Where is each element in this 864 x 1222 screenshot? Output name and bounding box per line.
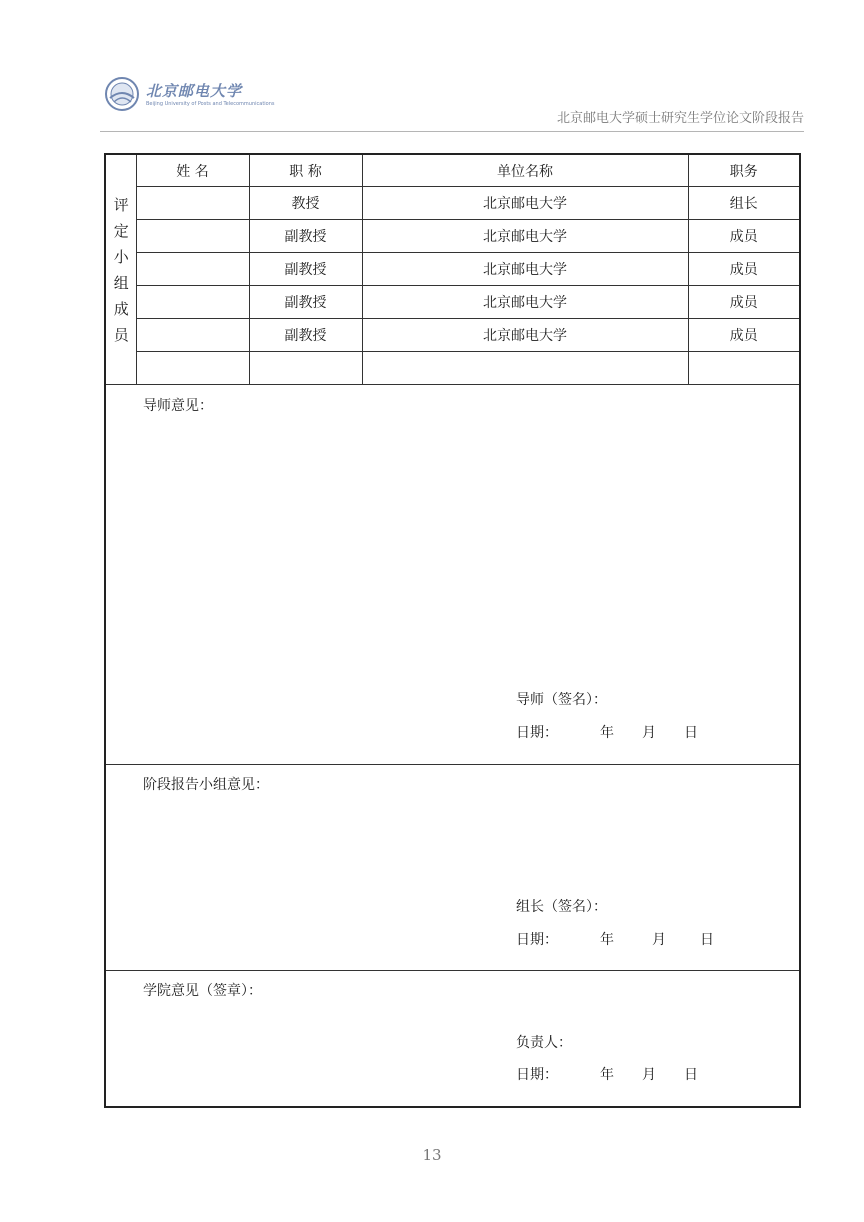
member-name-cell[interactable]: [136, 352, 249, 385]
document-title: 北京邮电大学硕士研究生学位论文阶段报告: [556, 111, 804, 126]
table-row: [105, 286, 800, 319]
member-title-cell: 副教授: [249, 319, 362, 352]
panel-header-row: [105, 154, 800, 187]
group-opinion-section[interactable]: [105, 765, 800, 971]
member-title-cell: 副教授: [249, 253, 362, 286]
member-role-cell: 组长: [688, 187, 800, 220]
date-day-label: 日: [684, 1067, 698, 1083]
college-opinion-section[interactable]: [105, 971, 800, 1108]
member-unit-cell: 北京邮电大学: [362, 253, 688, 286]
report-form: [104, 153, 801, 1108]
table-row: [105, 220, 800, 253]
date-day-label: 日: [700, 932, 714, 948]
page-number: 13: [422, 1146, 442, 1164]
table-row: [105, 187, 800, 220]
advisor-signature-label: 导师（签名）：: [516, 692, 607, 708]
member-role-cell: 成员: [688, 286, 800, 319]
advisor-opinion-row: [105, 385, 800, 765]
panel-side-label: 评 定 小 组 成 员: [105, 154, 136, 385]
advisor-opinion-label: 导师意见：: [143, 398, 213, 414]
member-title-cell: 副教授: [249, 286, 362, 319]
table-row: [105, 253, 800, 286]
member-unit-cell: 北京邮电大学: [362, 187, 688, 220]
member-unit-cell: 北京邮电大学: [362, 286, 688, 319]
member-role-cell: 成员: [688, 220, 800, 253]
college-opinion-label: 学院意见（签章）：: [143, 983, 262, 999]
col-header-role: 职务: [688, 154, 800, 187]
group-leader-signature-label: 组长（签名）：: [516, 899, 607, 915]
advisor-opinion-section[interactable]: [105, 385, 800, 765]
date-label: 日期：: [516, 1067, 558, 1083]
col-header-name: 姓 名: [136, 154, 249, 187]
member-title-cell: 教授: [249, 187, 362, 220]
date-year-label: 年: [600, 932, 614, 948]
college-date-row: [516, 1064, 698, 1084]
member-role-cell: 成员: [688, 253, 800, 286]
college-opinion-row: [105, 971, 800, 1108]
date-year-label: 年: [600, 725, 614, 741]
date-day-label: 日: [684, 725, 698, 741]
member-name-cell[interactable]: [136, 220, 249, 253]
group-opinion-label: 阶段报告小组意见：: [143, 777, 269, 793]
group-opinion-row: [105, 765, 800, 971]
member-title-cell: 副教授: [249, 220, 362, 253]
member-role-cell: 成员: [688, 319, 800, 352]
member-unit-cell[interactable]: [362, 352, 688, 385]
member-title-cell[interactable]: [249, 352, 362, 385]
member-name-cell[interactable]: [136, 253, 249, 286]
date-label: 日期：: [516, 932, 558, 948]
member-name-cell[interactable]: [136, 187, 249, 220]
member-unit-cell: 北京邮电大学: [362, 220, 688, 253]
date-month-label: 月: [642, 1067, 656, 1083]
date-label: 日期：: [516, 725, 558, 741]
member-name-cell[interactable]: [136, 286, 249, 319]
college-responsible-label: 负责人：: [516, 1035, 572, 1051]
table-row: [105, 319, 800, 352]
member-unit-cell: 北京邮电大学: [362, 319, 688, 352]
table-row: [105, 352, 800, 385]
advisor-date-row: [516, 722, 698, 742]
university-emblem-icon: [104, 76, 140, 112]
date-month-label: 月: [642, 725, 656, 741]
university-logo: [104, 74, 275, 116]
logo-chinese-name: 北京邮电大学: [146, 82, 243, 100]
member-role-cell[interactable]: [688, 352, 800, 385]
header-divider: [100, 131, 804, 132]
logo-english-name: Beijing University of Posts and Telecommunications: [146, 101, 275, 107]
col-header-unit: 单位名称: [362, 154, 688, 187]
col-header-title: 职 称: [249, 154, 362, 187]
date-year-label: 年: [600, 1067, 614, 1083]
group-date-row: [516, 929, 714, 949]
member-name-cell[interactable]: [136, 319, 249, 352]
date-month-label: 月: [652, 932, 666, 948]
